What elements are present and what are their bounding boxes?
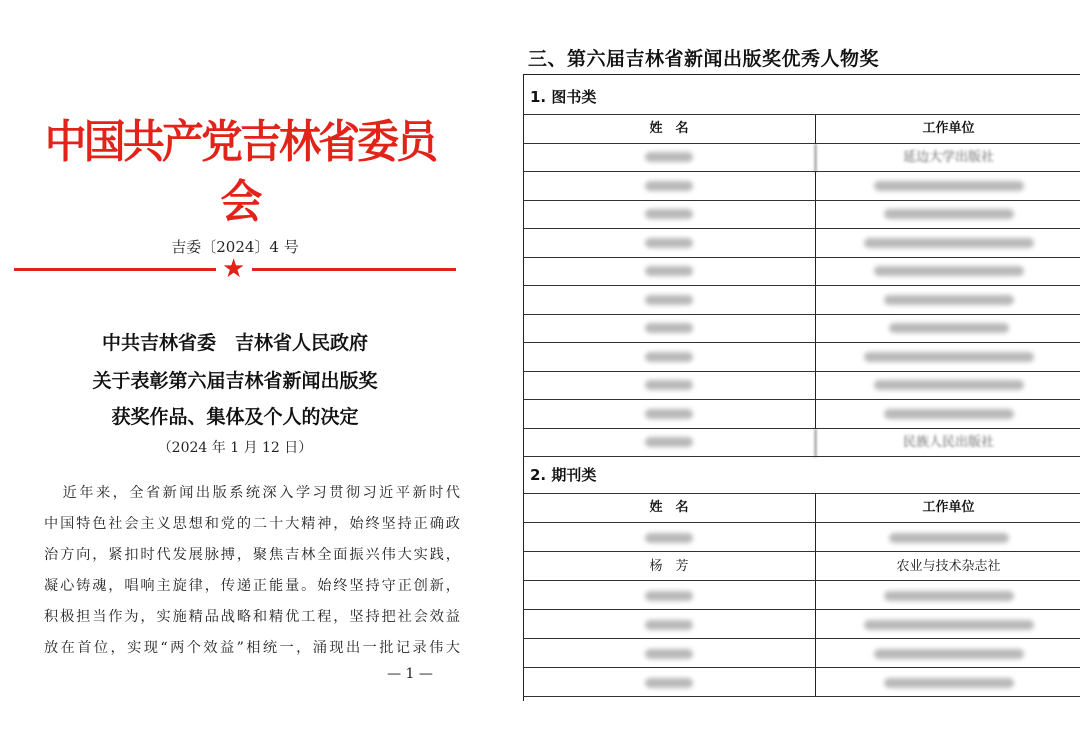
redacted-name (645, 620, 693, 630)
table-row (523, 228, 1080, 258)
redacted-name (645, 409, 693, 419)
table-row (523, 609, 1080, 639)
red-star-icon: ★ (222, 254, 246, 284)
redacted-name (645, 323, 693, 333)
redacted-name (645, 266, 693, 276)
cell-name (523, 581, 815, 610)
document-title-line-3: 获奖作品、集体及个人的决定 (111, 406, 359, 428)
redacted-name (645, 678, 693, 688)
cell-unit (815, 372, 1080, 401)
cell-unit (815, 523, 1080, 552)
document-title-line-1: 中共吉林省委 吉林省人民政府 (101, 332, 368, 354)
cell-unit (815, 610, 1080, 639)
red-divider-right (252, 268, 456, 271)
table-row (523, 314, 1080, 344)
table-row (523, 171, 1080, 201)
redacted-unit (884, 295, 1014, 305)
table-row (523, 285, 1080, 315)
redacted-name (645, 209, 693, 219)
redacted-unit (874, 181, 1024, 191)
body-line: 积极担当作为，实施精品战略和精优工程，坚持把社会效益 (44, 609, 460, 625)
body-line: 凝心铸魂，唱响主旋律，传递正能量。始终坚持守正创新， (44, 578, 460, 594)
category-journals: 2. 期刊类 (530, 466, 597, 484)
table-row (523, 551, 1080, 581)
cell-unit (815, 639, 1080, 668)
red-divider-left (14, 268, 216, 271)
redacted-name (645, 533, 693, 543)
cell-name (523, 668, 815, 697)
document-title-line-2: 关于表彰第六届吉林省新闻出版奖 (92, 370, 378, 392)
section-heading: 三、第六届吉林省新闻出版奖优秀人物奖 (528, 48, 880, 70)
column-header-unit: 工作单位 (815, 494, 1080, 522)
cell-name (523, 523, 815, 552)
table-row (523, 371, 1080, 401)
redacted-unit (889, 533, 1009, 543)
body-line: 中国特色社会主义思想和党的二十大精神，始终坚持正确政 (44, 516, 460, 532)
redacted-unit (864, 238, 1034, 248)
cell-name (523, 144, 815, 173)
table-row (523, 257, 1080, 287)
party-committee-masthead: 中国共产党吉林省委员会 (44, 115, 436, 228)
column-header-name: 姓 名 (649, 500, 689, 515)
redacted-name (645, 352, 693, 362)
redacted-name (645, 591, 693, 601)
cell-name (523, 372, 815, 401)
redacted-name (645, 380, 693, 390)
cell-name (523, 258, 815, 287)
redacted-unit (884, 591, 1014, 601)
redacted-unit (864, 620, 1034, 630)
body-line: 治方向，紧扣时代发展脉搏，聚焦吉林全面振兴伟大实践， (44, 547, 460, 563)
table-row (523, 143, 1080, 173)
cell-name (523, 343, 815, 372)
decision-document-page (0, 0, 480, 736)
redacted-unit (874, 380, 1024, 390)
body-line: 放在首位，实现“两个效益”相统一，涌现出一批记录伟大 (44, 640, 460, 656)
table-row (523, 342, 1080, 372)
cell-unit: 延边大学出版社 (815, 144, 1080, 173)
column-header-name: 姓 名 (649, 121, 689, 136)
cell-unit (815, 172, 1080, 201)
cell-name (523, 286, 815, 315)
cell-name: 杨 芳 (649, 559, 689, 574)
cell-name (523, 400, 815, 429)
table-bottom-border (523, 456, 1080, 457)
redacted-unit (884, 409, 1014, 419)
cell-name (523, 429, 815, 458)
cell-unit: 农业与技术杂志社 (815, 552, 1080, 581)
cell-name (523, 315, 815, 344)
cell-unit (815, 668, 1080, 697)
table-row (523, 200, 1080, 230)
cell-unit (815, 400, 1080, 429)
cell-unit (815, 343, 1080, 372)
table-row (523, 638, 1080, 668)
document-body (44, 478, 460, 664)
redacted-unit (874, 649, 1024, 659)
category-books: 1. 图书类 (530, 88, 597, 106)
cell-name (523, 201, 815, 230)
table-row (523, 428, 1080, 458)
redacted-unit (884, 209, 1014, 219)
table-bottom-border (523, 696, 1080, 697)
cell-unit (815, 315, 1080, 344)
cell-name (523, 639, 815, 668)
redacted-name (645, 181, 693, 191)
redacted-name (645, 649, 693, 659)
redacted-name (645, 152, 693, 162)
cell-name (523, 610, 815, 639)
document-date: （2024 年 1 月 12 日） (157, 440, 313, 456)
table-row (523, 522, 1080, 552)
redacted-unit (884, 678, 1014, 688)
table-row (523, 580, 1080, 610)
body-line: 近年来，全省新闻出版系统深入学习贯彻习近平新时代 (46, 485, 460, 501)
cell-unit: 民族人民出版社 (815, 429, 1080, 458)
cell-unit (815, 258, 1080, 287)
table-header-row (523, 493, 1080, 522)
document-number: 吉委〔2024〕4 号 (171, 238, 299, 256)
cell-unit (815, 581, 1080, 610)
redacted-name (645, 238, 693, 248)
table-row (523, 399, 1080, 429)
redacted-name (645, 295, 693, 305)
table-row (523, 667, 1080, 697)
cell-name (523, 172, 815, 201)
cell-unit (815, 286, 1080, 315)
cell-name (523, 229, 815, 258)
column-header-unit: 工作单位 (815, 115, 1080, 143)
redacted-unit (864, 352, 1034, 362)
redacted-unit (889, 323, 1009, 333)
table-header-row (523, 114, 1080, 143)
cell-unit (815, 201, 1080, 230)
cell-unit (815, 229, 1080, 258)
redacted-name (645, 437, 693, 447)
redacted-unit (874, 266, 1024, 276)
page-number: — 1 — (387, 666, 433, 682)
